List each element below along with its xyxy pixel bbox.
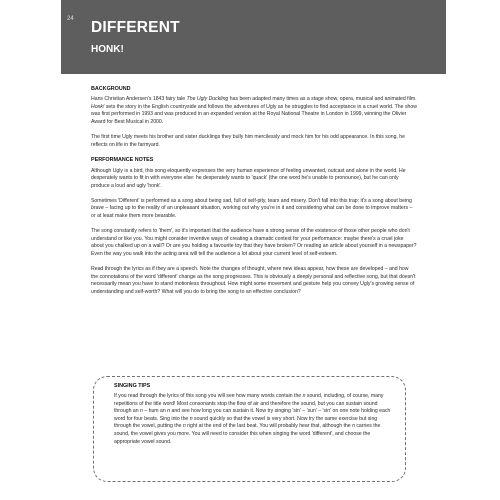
background-paragraph-1: Hans Christian Andersen's 1843 fairy tale The Ugly Duckling has been adapted many times as a stage show, opera, musical and animated film. Honk! sets the story in the English countryside and follows the adventures of Ugly as he struggles to find acceptance in a cruel world. The show was first performed in 1993 and was produced in an expanded version at the Royal National Theatre in London in 1999, winning the Olivier Award for Best Musical in 2000.	[91, 96, 417, 125]
singing-tips-heading: SINGING TIPS	[114, 383, 151, 389]
singing-tips-paragraph: If you read through the lyrics of this song you will see how many words contain the n sound, including, of course, many repetitions of the title word! Most consonants stop the flow of air and therefore the sound, but you can sustain sound through an n – hum an n and see how long you can sustain it. Now try singing 'sin' – 'sun' – 'sin' on one note holding each word for four beats. Sing into the n sound quickly so that the vowel is very short. Now try the same exercise but sing through the vowel, putting the n right at the end of the last beat. You will probably hear that, although the n carries the sound, the vowel gives you more. You will need to consider this when singing the word 'different', and choose the appropriate vowel sound.	[114, 393, 391, 445]
performance-notes-heading: PERFORMANCE NOTES	[91, 157, 154, 164]
italic-title: The Ugly Duckling	[186, 96, 229, 103]
performance-paragraph-1: Although Ugly is a bird, this song eloquently expresses the very human experience of feeling unwanted, outcast and alone in the world. He desperately wants to fit in with everyone else: he desperately wants to 'quack' (the one word he's unable to pronounce), but he can only produce a loud and ugly 'honk'.	[91, 167, 406, 189]
singing-tips-box	[93, 376, 406, 482]
italic-brave: brave	[91, 205, 104, 212]
background-heading: BACKGROUND	[91, 86, 131, 92]
page-title: DIFFERENT	[91, 19, 180, 36]
page-number: 24	[67, 16, 74, 22]
main-content	[91, 86, 417, 304]
performance-paragraph-3: The song constantly refers to 'them', so it's important that the audience have a strong sense of the existence of those other people who don't understand or like you. You might consider inventive ways of creating a dramatic context for your performance: maybe there's a cruel joke about you chalked up on a wall? Or are you holding a favourite toy that they have broken? Or reading an article about yourself in a newspaper? Even the way you walk into the acting area will tell the audience a lot about your current level of self-esteem.	[91, 228, 417, 257]
performance-paragraph-2: Sometimes 'Different' is performed as a song about being sad, full of self-pity, tears and misery. Don't fall into this trap: it's a song about being brave – facing up to the reality of an unpleasant situation, working out why you're in it and considering what can be done to improve matters – or at least make them more bearable.	[91, 197, 413, 219]
performance-paragraph-4: Read through the lyrics as if they are a speech. Note the changes of thought, where new ideas appear, how these are developed – and how the connotations of the word 'different' change as the song progresses. This is obviously a deeply personal and reflective song, but that doesn't necessarily mean you have to stand motionless throughout. How might some movement and gesture help you convey Ugly's growing sense of understanding and self-worth? What will you do to bring the song to an effective conclusion?	[91, 266, 416, 295]
italic-show-name: Honk!	[91, 103, 105, 110]
page-header	[61, 0, 446, 74]
page-subtitle: HONK!	[91, 44, 124, 55]
background-paragraph-2: The first time Ugly meets his brother and sister ducklings they bully him mercilessly and mock him for his odd appearance. In this song, he reflects on life in the farmyard.	[91, 134, 406, 148]
